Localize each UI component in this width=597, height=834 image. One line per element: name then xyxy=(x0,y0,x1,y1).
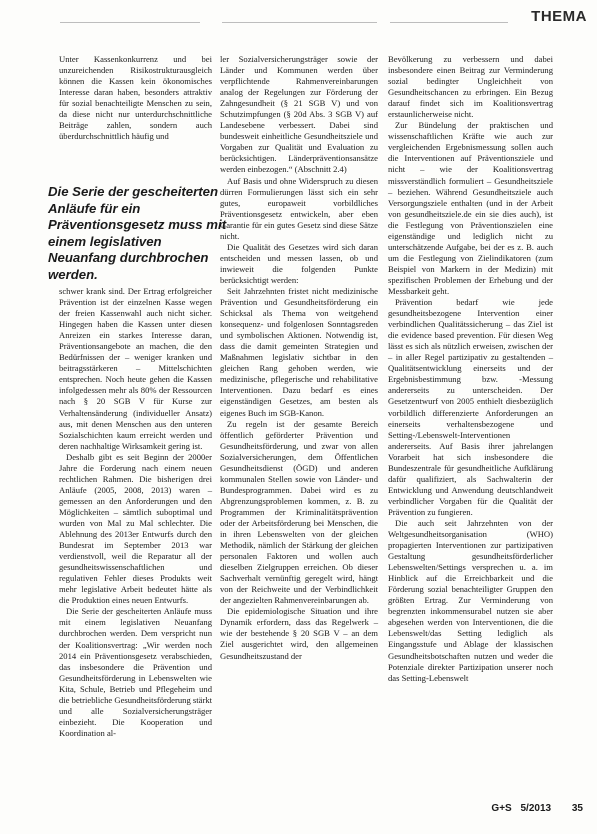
paragraph: Seit Jahrzehnten fristet nicht medizinische Prävention und Gesundheitsförderung ein Schicksal als Thema von weitgehend konsequenz- und folgenlosen Sonntagsreden und symbolischen Aktionen. Notwendig ist, dass die damit gemeinten Strategien und Maßnahmen legislativ sichtbar in den gleichen Rang gehoben werden, wie medizinische, pflegerische und rehabilitative Interventionen. Dazu bedarf es eines eigenständigen Gesetzes, am besten als eigenes Buch im SGB-Kanon. xyxy=(220,285,378,418)
column-2 xyxy=(220,54,378,662)
paragraph: Die auch seit Jahrzehnten von der Weltgesundheitsorganisation (WHO) propagierten Interventionen zur partizipativen Gestaltung gesundheitsförderlicher Lebenswelten/Settings versprechen u. a. im Hinblick auf die Erreichbarkeit und die Förderung sozial benachteiligter Gruppen den größten Ertrag. Zur Verminderung von begrenzten inkommensurabel nutzen sie aber abgesehen werden von Interventionen, die die Lebenswelt/das Setting lediglich als Eingangsstufe und Ablage der klassischen Gesundheitsbotschaften nutzen und weder die Potenziale direkter Partizipation unserer noch das Setting-Lebenswelt xyxy=(388,517,553,683)
section-label: THEMA xyxy=(531,8,587,25)
paragraph: Zur Bündelung der praktischen und wissenschaftlichen Kräfte wie auch zur vergleichenden Ergebnismessung sollen auch die Interventionen auf Präventionsziele und nicht – wie der Koalitionsvertrag missverständlich formuliert – Gesundheitsziele – beziehen. Während Gesundheitsziele auch Versorgungsziele enthalten (und in der Arbeit von gesundheitsziele.de ein sie dies auch), ist die Festlegung von Präventionszielen eine eigenständige und lediglich nicht zu unterschätzende Aufgabe, bei der es z. B. auch um die Festlegung von Zielindikatoren (zum Beispiel von Markern in der Medizin) mit spezifischen Problemen der Erhebung und der Messbarkeit geht. xyxy=(388,120,553,296)
header-rule-left xyxy=(60,22,200,23)
page-footer xyxy=(491,803,583,814)
pull-quote: Die Serie der gescheiterten Anläufe für ein Präventionsgesetz muss mit einem legislativen Neuanfang durchbrochen werden. xyxy=(48,184,233,283)
paragraph: Unter Kassenkonkurrenz und bei unzureichenden Risikostrukturausgleich können die Kassen kein ökonomisches Interesse daran haben, besonders attraktiv für sozial benachteiligte Menschen zu sein, da diese nicht nur unterdurchschnittliche Beiträge zahlen, sondern auch überdurchschnittlich häufig und xyxy=(59,54,212,142)
paragraph: Zu regeln ist der gesamte Bereich öffentlich geförderter Prävention und Gesundheitsförderung, und zwar von allen Sozialversicherungen, dem Öffentlichen Gesundheitsdienst (ÖGD) und anderen kommunalen Stellen sowie von Länder- und Bundesprogrammen. Dabei wird es zu Abgrenzungsproblemen kommen, z. B. zu Programmen der Kriminalitätsprävention oder der Arbeitsförderung bei Menschen, die in ihren Lebenswelten von der gleichen Methodik, nämlich der Stärkung der gleichen personalen Faktoren und wollen auch dieselben Zielgruppen erreichen. Ob dieser Sachverhalt vernünftig geregelt wird, hängt von der Reichweite und der Verbindlichkeit der angezielten Rahmenvereinbarungen ab. xyxy=(220,418,378,606)
column-1-top xyxy=(59,54,212,142)
paragraph: Die Serie der gescheiterten Anläufe muss mit einem legislativen Neuanfang durchbrochen werden. Dem verspricht nun der Koalitionsvertrag: „Wir werden noch 2014 ein Präventionsgesetz verabschieden, das insbesondere die Prävention und Gesundheitsförderung in Lebenswelten wie Kita, Schule, Betrieb und Pflegeheim und die betriebliche Gesundheitsförderung stärkt und alle Sozialversicherungsträger einbezieht. Die Kooperation und Koordination al- xyxy=(59,606,212,738)
header-rule-right xyxy=(390,22,508,23)
header-rule-mid xyxy=(222,22,377,23)
paragraph: Deshalb gibt es seit Beginn der 2000er Jahre die Forderung nach einem neuen rechtlichen Rahmen. Die bisherigen drei Anläufe (2005, 2008, 2013) waren – gemessen an den Anforderungen und den Möglichkeiten – sämtlich suboptimal und wurden von Mal zu Mal schlechter. Die Ablehnung des 2013er Entwurfs durch den Bundesrat im September 2013 war verdienstvoll, weil die Reparatur all der gesundheitswissenschaftlichen und regulativen Fehler dieses Produkts weit mehr legislative Arbeit bedeutet hätte als die Produktion eines neuen Entwurfs. xyxy=(59,451,212,606)
paragraph: Die Qualität des Gesetzes wird sich daran entscheiden und messen lassen, ob und inwieweit die folgenden Punkte berücksichtigt werden: xyxy=(220,241,378,285)
column-1-bottom xyxy=(59,286,212,739)
column-3 xyxy=(388,54,553,684)
paragraph: Die epidemiologische Situation und ihre Dynamik erfordern, dass das Regelwerk – wie der bestehende § 20 SGB V – an dem Ziel ausgerichtet wird, den allgemeinen Gesundheitszustand der xyxy=(220,606,378,661)
paragraph: Auf Basis und ohne Widerspruch zu diesen dürren Formulierungen lässt sich ein sehr gutes, europaweit vorbildliches Präventionsgesetz entwickeln, aber eben Garantie für ein gutes Gesetz sind diese Sätze nicht. xyxy=(220,175,378,241)
issue-number: 5/2013 xyxy=(520,803,552,814)
page-number: 35 xyxy=(571,803,583,814)
paragraph: schwer krank sind. Der Ertrag erfolgreicher Prävention ist der einzelnen Kasse wegen der freien Kassenwahl auch nicht sicher. Hingegen haben die Kassen unter diesen Anreizen ein starkes Interesse daran, Präventionsangebote an machen, die den Bedürfnissen der – weniger kranken und beitragsstärkeren – Mittelschichten entsprechen. Noch heute gehen die Kassen infolgedessen mehr als 80% der Ressourcen nach § 20 SGB V für Kurse zur Verhaltensänderung (individueller Ansatz) aus, mit denen Menschen aus den unteren Sozialschichten kaum erreicht werden und deren nachhaltige Wirksamkeit gering ist. xyxy=(59,286,212,451)
paragraph: Bevölkerung zu verbessern und dabei insbesondere einen Beitrag zur Verminderung sozial bedingter Ungleichheit von Gesundheitschancen zu erbringen. Ein Bezug darauf findet sich im Koalitionsvertrag erstaunlicherweise nicht. xyxy=(388,54,553,120)
paragraph: ler Sozialversicherungsträger sowie der Länder und Kommunen werden über verpflichtende Rahmenvereinbarungen analog der Regelungen zur Förderung der Zahngesundheit (§ 21 SGB V) und von Schutzimpfungen (§ 20d Abs. 3 SGB V) auf Landesebene verbessert. Dabei sind bundesweit einheitliche Gesundheitsziele und Vorgaben zur Qualität und Evaluation zu berücksichtigen. Länderpräventionsansätze werden einbezogen.“ (Abschnitt 2.4) xyxy=(220,54,378,175)
paragraph: Prävention bedarf wie jede gesundheitsbezogene Intervention einer verbindlichen Qualitätssicherung – das Ziel ist die evidence based prevention. Für diesen Weg lässt es sich als nützlich erweisen, zwischen der – in aller Regel partizipativ zu gestaltenden – Qualitätsentwicklung einerseits und der Ergebnisbestimmung bzw. -Messung andererseits zu unterscheiden. Der Gesetzentwurf von 2005 enthielt diesbezüglich vorbildlich differenzierte Anforderungen an einerseits verhaltensbezogene und Setting-/Lebenswelt-Interventionen andererseits. Auf Basis ihrer jahrelangen Vorarbeit hat sich insbesondere die Bundeszentrale für gesundheitliche Aufklärung dafür qualifiziert, als Sachwalterin der Entwicklung und Anwendung deutschlandweit verbindlicher Vorgaben für die Qualität der Prävention zu fungieren. xyxy=(388,297,553,517)
magazine-name: G+S xyxy=(491,803,512,814)
